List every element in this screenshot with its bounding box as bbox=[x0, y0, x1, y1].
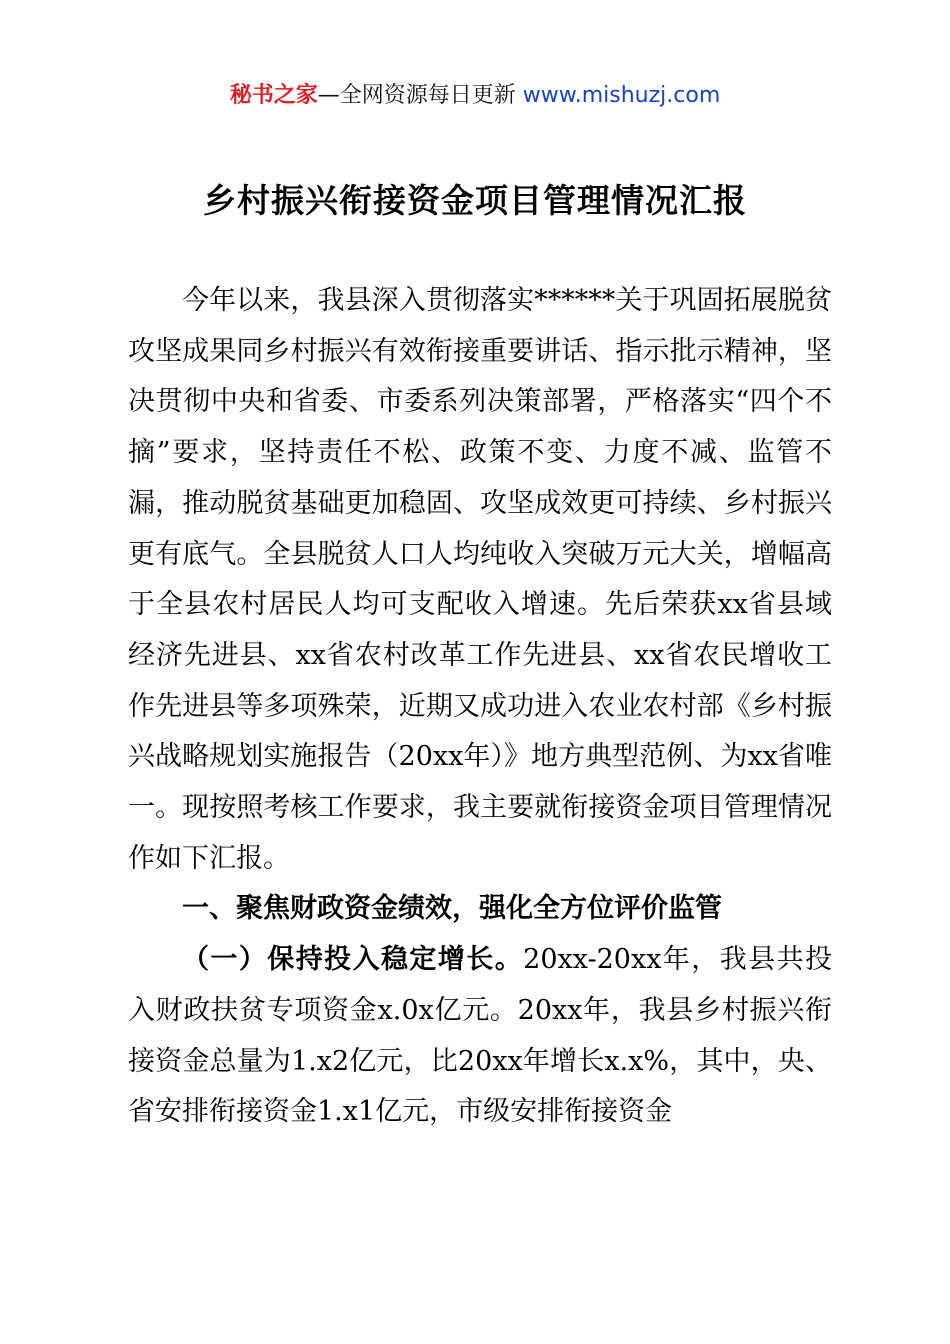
subsection-paragraph bbox=[128, 935, 832, 1138]
website-link[interactable]: www.mishuzj.com bbox=[522, 83, 721, 108]
brand-name: 秘书之家 bbox=[229, 83, 318, 108]
site-header bbox=[0, 80, 950, 112]
section-heading: 一、聚焦财政资金绩效，强化全方位评价监管 bbox=[182, 893, 722, 925]
document-title: 乡村振兴衔接资金项目管理情况汇报 bbox=[203, 181, 747, 220]
subsection-body: 20xx-20xx年，我县共投入财政扶贫专项资金x.0x亿元。20xx年，我县乡村振兴衔接资金总量为1.x2亿元，比20xx年增长x.x%，其中，央、省安排衔接资金1.x1亿元，市级安排衔接资金 bbox=[128, 944, 832, 1128]
document-body bbox=[128, 276, 832, 1138]
subsection-heading: （一）保持投入稳定增长。 bbox=[182, 944, 524, 976]
intro-paragraph: 今年以来，我县深入贯彻落实******关于巩固拓展脱贫攻坚成果同乡村振兴有效衔接重要讲话、指示批示精神，坚决贯彻中央和省委、市委系列决策部署，严格落实“四个不摘”要求，坚持责任不松、政策不变、力度不减、监管不漏，推动脱贫基础更加稳固、攻坚成效更可持续、乡村振兴更有底气。全县脱贫人口人均纯收入突破万元大关，增幅高于全县农村居民人均可支配收入增速。先后荣获xx省县域经济先进县、xx省农村改革工作先进县、xx省农民增收工作先进县等多项殊荣，近期又成功进入农业农村部《乡村振兴战略规划实施报告（20xx年）》地方典型范例、为xx省唯一。现按照考核工作要求，我主要就衔接资金项目管理情况作如下汇报。 bbox=[128, 285, 832, 874]
header-slogan: —全网资源每日更新 bbox=[317, 83, 516, 108]
